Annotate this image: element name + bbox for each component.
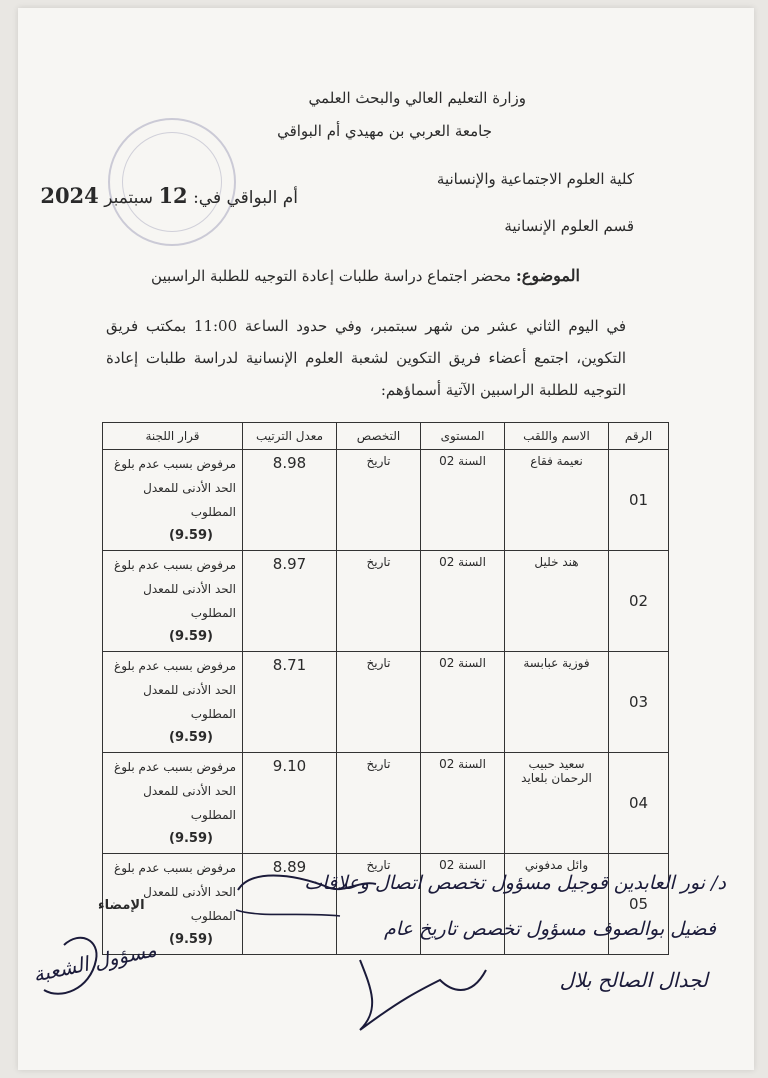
row-level: السنة 02 xyxy=(421,753,505,854)
row-num: 01 xyxy=(609,450,669,551)
row-name: هند خليل xyxy=(505,551,609,652)
ministry-line: وزارة التعليم العالي والبحث العلمي xyxy=(308,89,526,107)
header-decision: قرار اللجنة xyxy=(103,423,243,450)
row-name: نعيمة فقاع xyxy=(505,450,609,551)
header-num: الرقم xyxy=(609,423,669,450)
signature-line-1: د/ نور العابدين قوجيل مسؤول تخصص اتصال وعلاقات xyxy=(304,872,726,894)
signature-line-3: لجدال الصالح بلال xyxy=(559,968,708,992)
date-day: 12 xyxy=(158,183,188,208)
header-name: الاسم واللقب xyxy=(505,423,609,450)
date-place: أم البواقي في: xyxy=(193,188,298,208)
row-name: سعيد حبيب الرحمان بلعايد xyxy=(505,753,609,854)
row-level: السنة 02 xyxy=(421,551,505,652)
row-level: السنة 02 xyxy=(421,854,505,955)
row-average: 9.10 xyxy=(243,753,337,854)
row-num: 05 xyxy=(609,854,669,955)
row-average: 8.71 xyxy=(243,652,337,753)
row-num: 04 xyxy=(609,753,669,854)
date-month: سبتمبر xyxy=(104,188,154,208)
row-average: 8.97 xyxy=(243,551,337,652)
department-line: قسم العلوم الإنسانية xyxy=(504,217,634,235)
required-average: (9.59) xyxy=(169,730,213,745)
row-specialty: تاريخ xyxy=(337,551,421,652)
row-specialty: تاريخ xyxy=(337,652,421,753)
decision-text: مرفوض بسبب عدم بلوغ الحد الأدنى للمعدل المطلوب xyxy=(114,760,236,822)
row-specialty: تاريخ xyxy=(337,854,421,955)
row-specialty: تاريخ xyxy=(337,450,421,551)
decision-text: مرفوض بسبب عدم بلوغ الحد الأدنى للمعدل المطلوب xyxy=(114,457,236,519)
signature-left-note: مسؤول الشعبة xyxy=(30,937,159,987)
row-level: السنة 02 xyxy=(421,450,505,551)
header-level: المستوى xyxy=(421,423,505,450)
subject-label: الموضوع: xyxy=(515,266,580,285)
required-average: (9.59) xyxy=(169,528,213,543)
row-level: السنة 02 xyxy=(421,652,505,753)
signature-line-2: فضيل بوالصوف مسؤول تخصص تاريخ عام xyxy=(384,918,716,940)
date-year: 2024 xyxy=(40,183,99,208)
row-num: 02 xyxy=(609,551,669,652)
row-name: فوزية عبابسة xyxy=(505,652,609,753)
row-average: 8.98 xyxy=(243,450,337,551)
decision-text: مرفوض بسبب عدم بلوغ الحد الأدنى للمعدل المطلوب xyxy=(114,861,236,923)
body-paragraph: في اليوم الثاني عشر من شهر سبتمبر، وفي حدود الساعة 11:00 بمكتب فريق التكوين، اجتمع أعضاء فريق التكوين لشعبة العلوم الإنسانية لدراسة طلبات إعادة التوجيه للطلبة الراسبين الآتية أسماؤهم: xyxy=(106,317,626,399)
subject-text: محضر اجتماع دراسة طلبات إعادة التوجيه للطلبة الراسبين xyxy=(151,267,512,285)
required-average: (9.59) xyxy=(169,831,213,846)
header-average: معدل الترتيب xyxy=(243,423,337,450)
faculty-line: كلية العلوم الاجتماعية والإنسانية xyxy=(436,170,634,188)
row-specialty: تاريخ xyxy=(337,753,421,854)
row-name: وائل مدفوني xyxy=(505,854,609,955)
required-average: (9.59) xyxy=(169,932,213,947)
signature-title: الإمضاء xyxy=(98,898,145,913)
header-specialty: التخصص xyxy=(337,423,421,450)
university-line: جامعة العربي بن مهيدي أم البواقي xyxy=(277,122,492,140)
row-num: 03 xyxy=(609,652,669,753)
required-average: (9.59) xyxy=(169,629,213,644)
row-average: 8.89 xyxy=(243,854,337,955)
decision-text: مرفوض بسبب عدم بلوغ الحد الأدنى للمعدل المطلوب xyxy=(114,659,236,721)
decision-text: مرفوض بسبب عدم بلوغ الحد الأدنى للمعدل المطلوب xyxy=(114,558,236,620)
